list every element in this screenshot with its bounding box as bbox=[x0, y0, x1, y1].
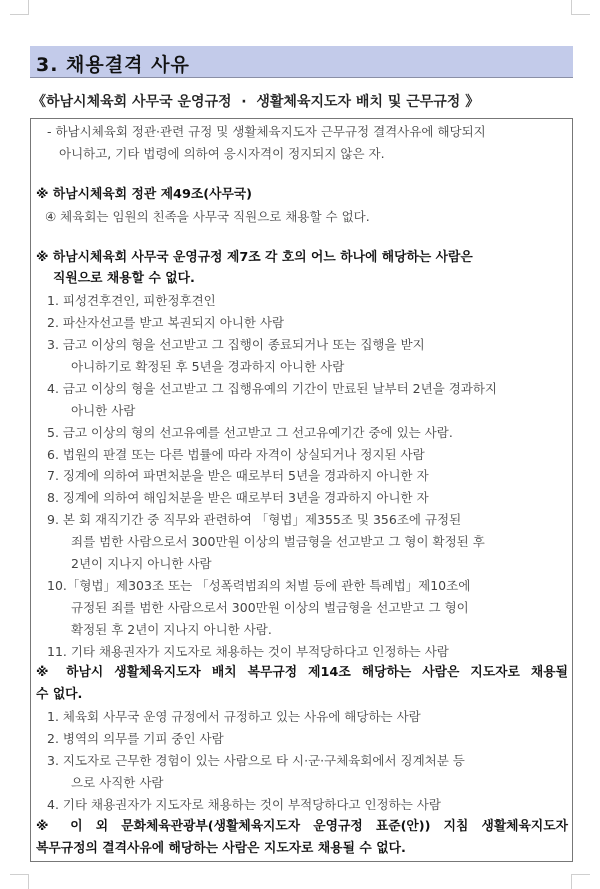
list-item: 아니한 사람 bbox=[71, 402, 136, 418]
section-header bbox=[30, 46, 573, 78]
list-item: 1. 체육회 사무국 운영 규정에서 규정하고 있는 사유에 해당하는 사람 bbox=[47, 709, 421, 725]
note-title: ※ 하남시 생활체육지도자 배치 복무규정 제14조 해당하는 사람은 지도자로 채용될 bbox=[36, 665, 568, 681]
note-item: ④ 체육회는 임원의 친족을 사무국 직원으로 채용할 수 없다. bbox=[45, 208, 370, 224]
note-footer: ※ 이 외 문화체육관광부(생활체육지도자 운영규정 표준(안)) 지침 생활체육지도자 bbox=[36, 818, 568, 834]
list-item: 규정된 죄를 범한 사람으로서 300만원 이상의 벌금형을 선고받고 그 형이 bbox=[71, 599, 469, 615]
list-item: 죄를 범한 사람으로서 300만원 이상의 벌금형을 선고받고 그 형이 확정된 후 bbox=[71, 534, 485, 550]
note-title: 직원으로 채용할 수 없다. bbox=[53, 271, 195, 287]
page-corner-mark bbox=[10, 0, 29, 15]
intro-line: 아니하고, 기타 법령에 의하여 응시자격이 정지되지 않은 자. bbox=[59, 145, 385, 161]
list-item: 8. 징계에 의하여 해임처분을 받은 때로부터 3년을 경과하지 아니한 자 bbox=[47, 490, 429, 506]
list-item: 2. 파산자선고를 받고 복권되지 아니한 사람 bbox=[47, 315, 285, 331]
list-item: 5. 금고 이상의 형의 선고유예를 선고받고 그 선고유예기간 중에 있는 사람. bbox=[47, 424, 453, 440]
list-item: 4. 금고 이상의 형을 선고받고 그 집행유예의 기간이 만료된 날부터 2년을 경과하지 bbox=[47, 380, 497, 396]
content-box bbox=[30, 118, 573, 862]
list-item: 4. 기타 채용권자가 지도자로 채용하는 것이 부적당하다고 인정하는 사람 bbox=[47, 796, 441, 812]
list-item: 1. 피성견후견인, 피한정후견인 bbox=[47, 293, 216, 309]
note-footer: 복무규정의 결격사유에 해당하는 사람은 지도자로 채용될 수 없다. bbox=[36, 840, 406, 856]
page-corner-mark bbox=[571, 874, 590, 889]
list-item: 2. 병역의 의무를 기피 중인 사람 bbox=[47, 731, 224, 747]
list-item: 아니하기로 확정된 후 5년을 경과하지 아니한 사람 bbox=[71, 359, 345, 375]
list-item: 3. 금고 이상의 형을 선고받고 그 집행이 종료되거나 또는 집행을 받지 bbox=[47, 337, 425, 353]
intro-line: - 하남시체육회 정관·관련 규정 및 생활체육지도자 근무규정 결격사유에 해당되지 bbox=[47, 124, 486, 139]
list-item: 3. 지도자로 근무한 경험이 있는 사람으로 타 시·군·구체육회에서 징계처분 등 bbox=[47, 753, 465, 769]
list-item: 확정된 후 2년이 지나지 아니한 사람. bbox=[71, 621, 272, 637]
page-corner-mark bbox=[571, 0, 590, 15]
note-title: 수 없다. bbox=[36, 687, 83, 703]
page-corner-mark bbox=[10, 874, 29, 889]
list-item: 으로 사직한 사람 bbox=[71, 774, 164, 790]
section-title: 3. 채용결격 사유 bbox=[36, 54, 190, 76]
list-item: 10.「형법」제303조 또는 「성폭력범죄의 처벌 등에 관한 특례법」제10조에 bbox=[47, 577, 471, 593]
note-title: ※ 하남시체육회 정관 제49조(사무국) bbox=[36, 186, 253, 202]
list-item: 2년이 지나지 아니한 사람 bbox=[71, 556, 212, 572]
note-title: ※ 하남시체육회 사무국 운영규정 제7조 각 호의 어느 하나에 해당하는 사람은 bbox=[36, 249, 473, 265]
subtitle: 《하남시체육회 사무국 운영규정 · 생활체육지도자 배치 및 근무규정 》 bbox=[32, 94, 480, 110]
list-item: 11. 기타 채용권자가 지도자로 채용하는 것이 부적당하다고 인정하는 사람 bbox=[47, 643, 449, 659]
list-item: 6. 법원의 판결 또는 다른 법률에 따라 자격이 상실되거나 정지된 사람 bbox=[47, 446, 425, 462]
list-item: 7. 징계에 의하여 파면처분을 받은 때로부터 5년을 경과하지 아니한 자 bbox=[47, 468, 429, 484]
list-item: 9. 본 회 재직기간 중 직무와 관련하여 「형법」제355조 및 356조에 규정된 bbox=[47, 512, 462, 528]
